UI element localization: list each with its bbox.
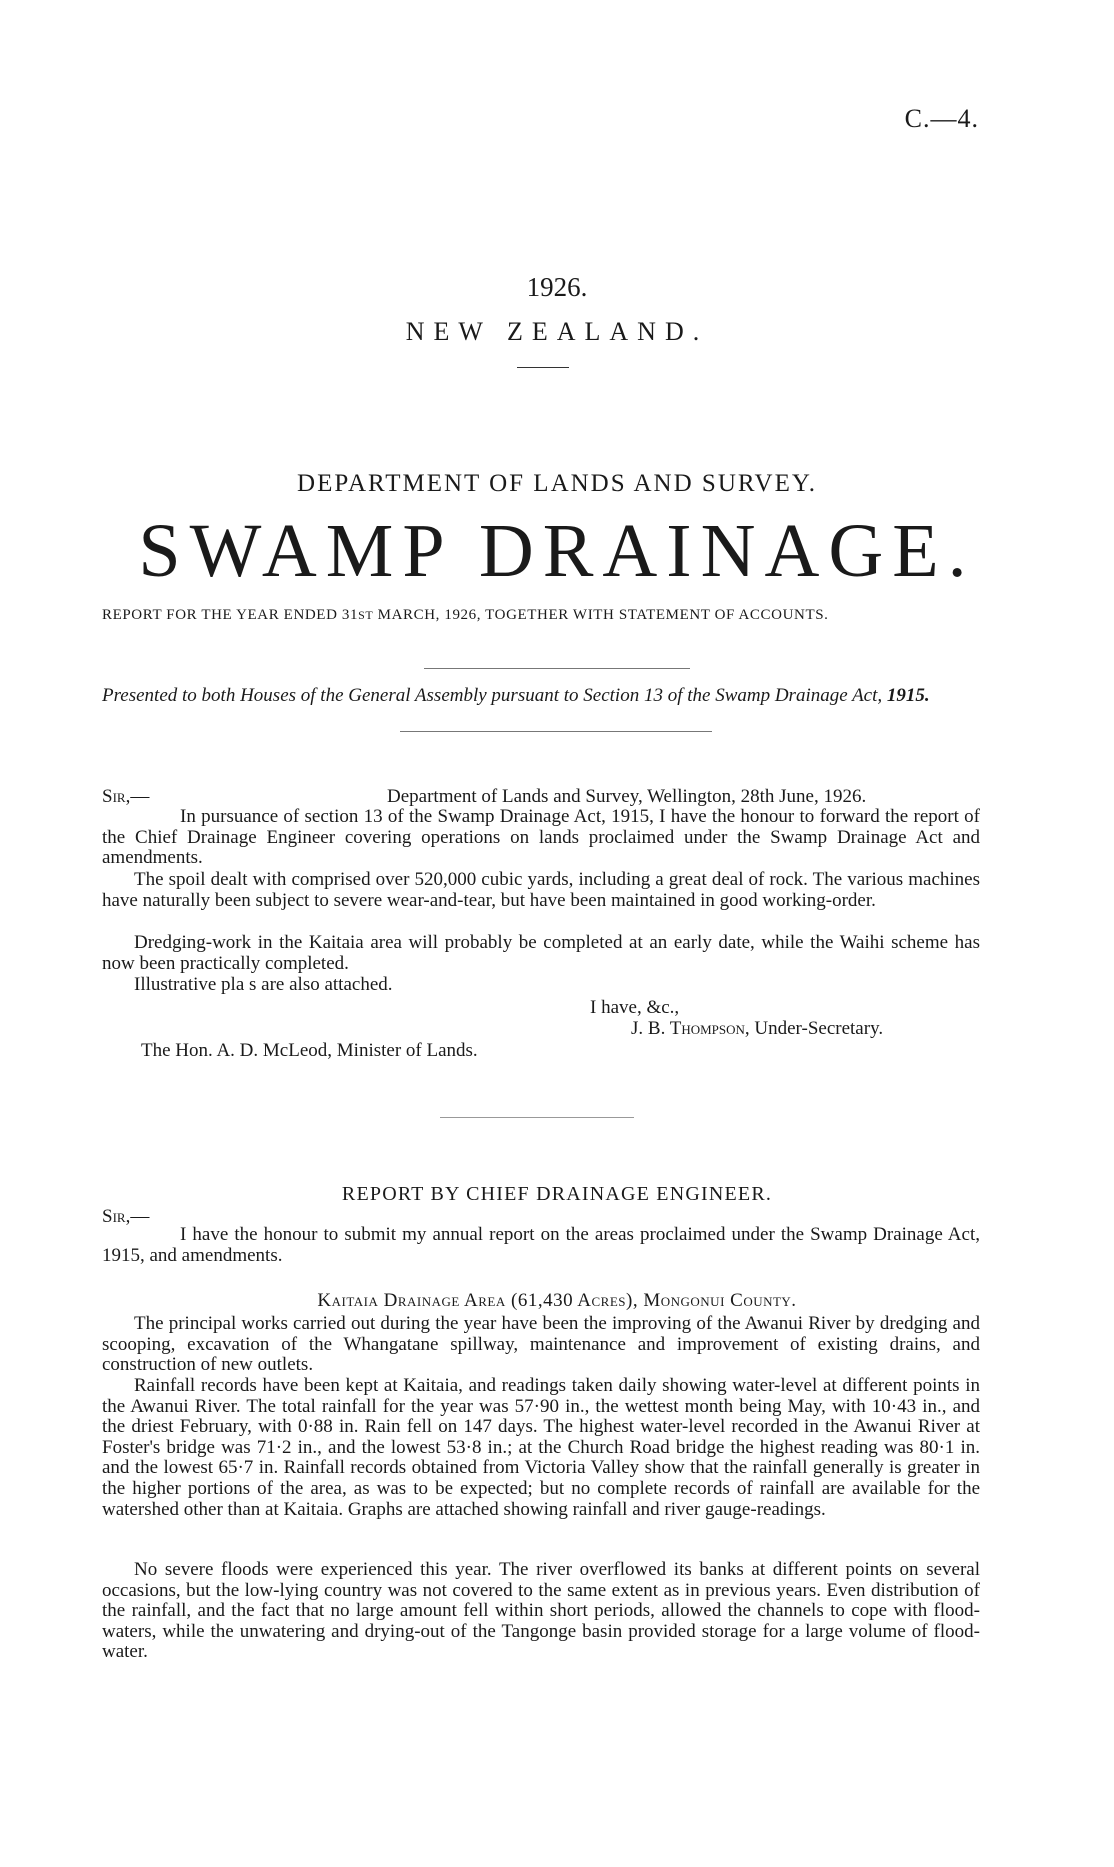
divider — [424, 668, 690, 669]
letter-paragraph: Dredging-work in the Kaitaia area will probably be completed at an early date, while the Waihi scheme has now been practically completed. — [102, 932, 980, 974]
letter-paragraph: Illustrative pla s are also attached. — [134, 974, 393, 995]
report-subtitle: REPORT FOR THE YEAR ENDED 31ST MARCH, 1926, TOGETHER WITH STATEMENT OF ACCOUNTS. — [102, 607, 829, 623]
letter-addressee: The Hon. A. D. McLeod, Minister of Lands. — [141, 1040, 478, 1061]
letter-signature: J. B. Thompson, Under-Secretary. — [631, 1018, 884, 1039]
report-salutation: Sir,— — [102, 1206, 150, 1227]
presentation-note: Presented to both Houses of the General Assembly pursuant to Section 13 of the Swamp Drainage Act, 1915. — [102, 685, 930, 706]
report-paragraph: Rainfall records have been kept at Kaitaia, and readings taken daily showing water-level at different points in the Awanui River. The total rainfall for the year was 57·90 in., the wettest month being May, with 10·43 in., and the driest February, with 0·88 in. Rain fell on 147 days. The highest water-level recorded in the Awanui River at Foster's bridge was 71·2 in., and the lowest 53·8 in.; at the Church Road bridge the highest reading was 80·1 in. and the lowest 65·7 in. Rainfall records obtained from Victoria Valley show that the rainfall generally is greater in the higher portions of the area, as was to be expected; but no complete records of rainfall are available for the watershed other than at Kaitaia. Graphs are attached showing rainfall and river gauge-readings. — [102, 1375, 980, 1520]
divider — [517, 367, 569, 368]
department-heading: DEPARTMENT OF LANDS AND SURVEY. — [297, 470, 817, 497]
report-paragraph: The principal works carried out during the year have been the improving of the Awanui River by dredging and scooping, excavation of the Whangatane spillway, maintenance and improvement of existing drains, and construction of new outlets. — [102, 1313, 980, 1376]
letter-closing: I have, &c., — [590, 997, 680, 1018]
letter-paragraph: In pursuance of section 13 of the Swamp Drainage Act, 1915, I have the honour to forward the report of the Chief Drainage Engineer covering operations on lands proclaimed under the Swamp Drainage Act and amendments. — [102, 806, 980, 869]
country-heading: NEW ZEALAND. — [405, 317, 709, 346]
report-paragraph: No severe floods were experienced this year. The river overflowed its banks at different points on several occasions, but the low-lying country was not covered to the same extent as in previous years. Even distribution of the rainfall, and the fact that no large amount fell within short periods, allowed the channels to cope with flood-waters, while the unwatering and drying-out of the Tangonge basin provided storage for a large volume of flood-water. — [102, 1559, 980, 1663]
area-heading: Kaitaia Drainage Area (61,430 Acres), Mongonui County. — [317, 1290, 797, 1311]
letter-paragraph: The spoil dealt with comprised over 520,000 cubic yards, including a great deal of rock. The various machines have naturally been subject to severe wear-and-tear, but have been maintained in good working-order. — [102, 869, 980, 911]
document-year: 1926. — [526, 272, 588, 302]
report-heading: REPORT BY CHIEF DRAINAGE ENGINEER. — [341, 1183, 773, 1205]
page-reference: C.—4. — [904, 104, 979, 133]
divider — [400, 731, 712, 732]
report-intro: I have the honour to submit my annual report on the areas proclaimed under the Swamp Drainage Act, 1915, and amendments. — [102, 1224, 980, 1266]
letter-address: Department of Lands and Survey, Wellington, 28th June, 1926. — [387, 786, 867, 807]
letter-salutation: Sir,— — [102, 786, 150, 807]
divider — [440, 1117, 634, 1118]
page-title: SWAMP DRAINAGE. — [138, 509, 976, 593]
